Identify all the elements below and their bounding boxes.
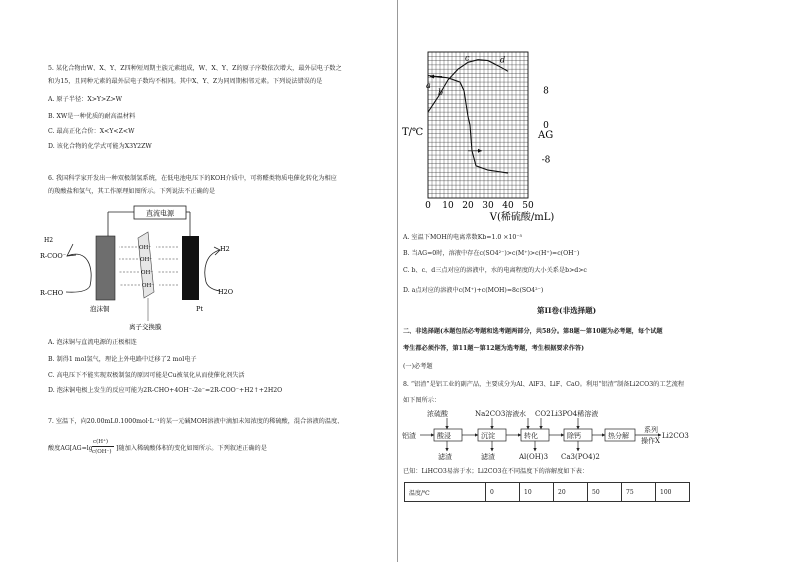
q7-fraction-numerator: c(H⁺) — [93, 439, 109, 445]
table-cell: 20 — [554, 483, 588, 502]
step-operation-x: 操作X — [641, 437, 660, 445]
h2o-label: H2O — [218, 288, 234, 296]
ag-tick-label: -8 — [541, 155, 551, 166]
step-series-operation: 系列 — [644, 426, 658, 434]
point-label-a: a — [426, 80, 431, 90]
h2-right-label: H2 — [220, 245, 230, 253]
point-label-c: c — [465, 53, 470, 63]
table-row — [405, 483, 690, 502]
table-cell: 50 — [588, 483, 622, 502]
q6-option-c: C. 高电压下不能实现双极制氢的原因可能是Cu被氧化从而使催化剂失活 — [48, 372, 245, 379]
power-supply-label: 直流电源 — [146, 209, 174, 218]
table-cell: 100 — [656, 483, 690, 502]
reagent-lithium-phosphate: Li3PO4稀溶液 — [551, 410, 599, 418]
output-filter-residue-1: 滤渣 — [438, 453, 452, 461]
output-filter-residue-2: 滤渣 — [481, 453, 495, 461]
step-remove-calcium: 除钙 — [567, 432, 581, 440]
x-tick-label: 20 — [462, 201, 474, 211]
q7-stem-line1: 7. 室温下，向20.00mL0.1000mol·L⁻¹的某一元碱MOH溶液中滴加未知浓度的稀硫酸，混合溶液的温度、 — [48, 418, 344, 425]
q5-option-b: B. XW是一种优质的耐高温材料 — [48, 113, 136, 120]
electrolysis-diagram — [40, 198, 260, 340]
q5-stem-line1: 5. 某化合物由W、X、Y、Z四种短周期主族元素组成，W、X、Y、Z的原子序数依次增大，最外层电子数之 — [48, 65, 342, 72]
part2-instruction-line1: 二、非选择题(本题包括必考题和选考题两部分，共58分。第8题～第10题为必考题，每个试题 — [403, 328, 663, 335]
q7-option-c: C. b、c、d三点对应的溶液中，水的电离程度的大小关系是b>d>c — [403, 267, 587, 274]
start-aluminum-slag: 铝渣 — [402, 432, 416, 440]
known-condition: 已知：LiHCO3易溶于水；Li2CO3在不同温度下的溶解度如下表： — [403, 468, 589, 475]
x-tick-label: 40 — [502, 201, 514, 211]
q7-option-a: A. 室温下MOH的电离常数Kb=1.0 ×10⁻⁵ — [403, 234, 523, 241]
titration-chart — [400, 40, 590, 230]
q6-stem-line2: 的羧酸盐和氢气，其工作原理如图所示。下列说法不正确的是 — [48, 188, 216, 195]
q6-option-a: A. 泡沫铜与直流电源的正极相连 — [48, 339, 137, 346]
q8-stem-line2: 如下图所示： — [403, 397, 441, 404]
table-cell: 0 — [486, 483, 520, 502]
q7-ag-definition: 酸度AG[AG=lg — [48, 445, 93, 452]
part2-instruction-line2: 考生都必须作答，第11题～第12题为选考题，考生根据要求作答) — [403, 345, 585, 352]
pt-label: Pt — [196, 305, 203, 313]
reagent-co2: CO2 — [535, 410, 551, 418]
q5-option-a: A. 原子半径：X>Y>Z>W — [48, 96, 123, 103]
point-label-b: b — [438, 88, 444, 98]
step-convert: 转化 — [524, 432, 538, 440]
foam-copper-electrode — [96, 236, 115, 300]
step-thermal-decompose: 热分解 — [608, 432, 629, 440]
y-axis-label-temperature: T/℃ — [402, 127, 424, 138]
q7-fraction-bar — [92, 446, 114, 447]
section-title: 第II卷(非选择题) — [537, 306, 597, 315]
q7-fraction-denominator: c(OH⁻) — [92, 449, 112, 455]
output-aluminum-hydroxide: Al(OH)3 — [519, 453, 549, 461]
column-divider — [397, 0, 398, 562]
solubility-table — [404, 482, 690, 502]
q5-option-c: C. 最高正化合价：X<Y<Z<W — [48, 128, 135, 135]
q5-option-d: D. 该化合物的化学式可能为X3Y2ZW — [48, 143, 152, 150]
q5-stem-line2: 和为15，且同种元素的最外层电子数均不相同。其中X、Y、Z为同周期相邻元素。下列说法错误的是 — [48, 78, 323, 85]
q7-option-b: B. 当AG=0时，溶液中存在c(SO4²⁻)>c(M⁺)>c(H⁺)=c(OH⁻) — [403, 250, 580, 257]
q6-option-d: D. 泡沫铜电极上发生的反应可能为2R-CHO+4OH⁻-2e⁻=2R-COO⁻+H2↑+2H2O — [48, 387, 283, 394]
x-tick-label: 10 — [442, 201, 454, 211]
reagent-water: 水 — [519, 410, 526, 418]
table-header-cell: 温度/℃ — [405, 483, 486, 502]
q6-stem-line1: 6. 我国科学家开发出一种双极制氢系统，在低电池电压下的KOH介质中，可将醛类物质电催化转化为相应 — [48, 175, 337, 182]
product-lithium-carbonate: Li2CO3 — [662, 432, 689, 440]
oh-label-2: OH⁻ — [140, 257, 153, 263]
foam-copper-label: 泡沫铜 — [90, 305, 110, 313]
reagent-conc-sulfuric-acid: 浓硫酸 — [427, 410, 448, 418]
rcho-label: R-CHO — [40, 289, 64, 297]
ag-tick-label: 0 — [543, 121, 549, 131]
x-axis-label: V(稀硫酸/mL) — [489, 212, 555, 223]
ag-tick-label: 8 — [543, 86, 549, 97]
x-tick-label: 0 — [425, 201, 431, 211]
q6-option-b: B. 制得1 mol氢气，理论上外电路中迁移了2 mol电子 — [48, 356, 197, 363]
process-flow — [400, 405, 700, 467]
output-calcium-phosphate: Ca3(PO4)2 — [561, 453, 600, 461]
platinum-electrode — [182, 236, 199, 300]
x-tick-label: 50 — [522, 201, 534, 211]
step-acid-leach: 酸浸 — [437, 432, 451, 440]
reagent-sodium-carbonate: Na2CO3溶液 — [475, 410, 520, 418]
oh-label-4: OH⁻ — [142, 283, 155, 289]
y-axis-label-ag: AG — [538, 130, 554, 141]
table-cell: 75 — [622, 483, 656, 502]
rcoo-label: R-COO⁻ — [40, 252, 67, 260]
h2-left-label: H2 — [44, 237, 54, 244]
step-precipitate: 沉淀 — [481, 432, 495, 440]
q7-stem-line2: ]随加入稀硫酸体积的变化如图所示。下列叙述正确的是 — [116, 445, 267, 452]
oh-label-3: OH⁻ — [141, 270, 154, 276]
table-cell: 10 — [520, 483, 554, 502]
q7-option-d: D. a点对应的溶液中c(M⁺)+c(MOH)=8c(SO4²⁻) — [403, 287, 544, 294]
x-tick-label: 30 — [482, 201, 494, 211]
q8-stem-line1: 8. “铝渣”是铝工业的副产品，主要成分为Al、AlF3、LiF、CaO。利用“铝渣”制备Li2CO3的工艺流程 — [403, 381, 685, 388]
membrane-label: 离子交换膜 — [129, 323, 162, 331]
point-label-d: d — [500, 55, 506, 65]
oh-label-1: OH⁻ — [139, 245, 152, 251]
required-heading: (一)必考题 — [403, 363, 433, 370]
